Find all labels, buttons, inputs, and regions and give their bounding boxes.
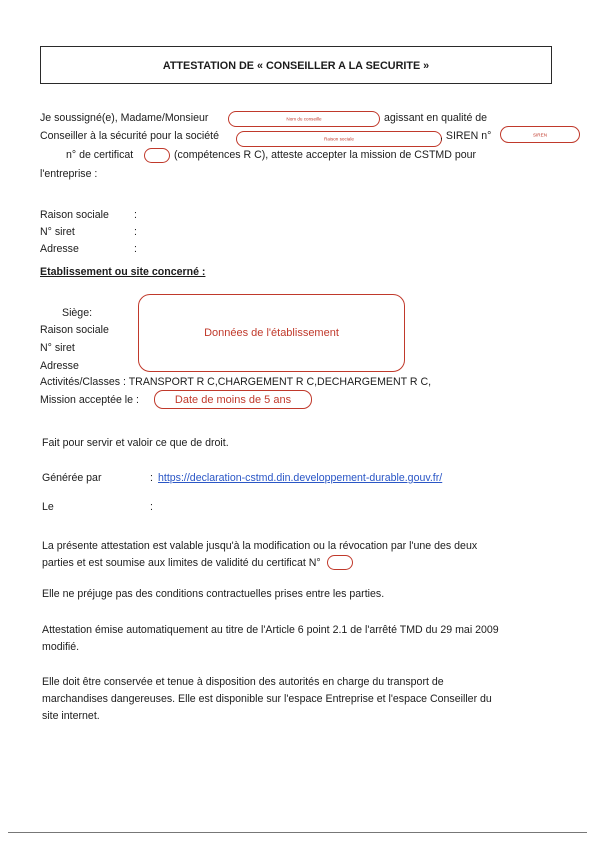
article-line-2: modifié.	[42, 641, 80, 653]
etablissement-data-field[interactable]	[138, 294, 405, 372]
conseiller-name-field[interactable]	[228, 111, 380, 127]
certificate-number-field[interactable]	[144, 148, 170, 163]
generee-url-link[interactable]: https://declaration-cstmd.din.developpement-durable.gouv.fr/	[158, 472, 443, 484]
certificate-validity-field[interactable]	[327, 555, 353, 570]
intro-line-3b: (compétences R C), atteste accepter la mission de CSTMD pour	[174, 149, 477, 161]
conservation-line-2: marchandises dangereuses. Elle est disponible sur l'espace Entreprise et l'espace Conseiller du	[42, 693, 492, 705]
entreprise-adresse-colon: :	[134, 243, 137, 255]
siren-field[interactable]	[500, 126, 580, 143]
validity-line-2: parties et est soumise aux limites de validité du certificat N°	[42, 557, 321, 569]
raison-sociale-field[interactable]	[236, 131, 442, 147]
title-box	[40, 46, 552, 84]
footer-divider	[8, 832, 587, 833]
prejuge-line: Elle ne préjuge pas des conditions contractuelles prises entre les parties.	[42, 588, 385, 600]
le-label: Le	[42, 501, 54, 513]
etablissement-heading: Etablissement ou site concerné :	[40, 266, 206, 278]
intro-line-2a: Conseiller à la sécurité pour la société	[40, 130, 220, 142]
etab-adresse-label: Adresse	[40, 360, 79, 372]
document-title: ATTESTATION DE « CONSEILLER A LA SECURITE »	[162, 60, 430, 72]
article-line-1: Attestation émise automatiquement au titre de l'Article 6 point 2.1 de l'arrêté TMD du 29 mai 2009	[42, 624, 499, 636]
mission-date-placeholder: Date de moins de 5 ans	[174, 393, 292, 406]
validity-line-1: La présente attestation est valable jusqu'à la modification ou la révocation par l'une des deux	[42, 540, 478, 552]
entreprise-siret-colon: :	[134, 226, 137, 238]
generee-colon: :	[150, 472, 153, 484]
entreprise-raison-colon: :	[134, 209, 137, 221]
entreprise-siret-label: N° siret	[40, 226, 75, 238]
entreprise-adresse-label: Adresse	[40, 243, 79, 255]
fait-line: Fait pour servir et valoir ce que de droit.	[42, 437, 229, 449]
conservation-line-1: Elle doit être conservée et tenue à disposition des autorités en charge du transport de	[42, 676, 444, 688]
mission-label: Mission acceptée le :	[40, 394, 139, 406]
mission-date-field[interactable]	[154, 390, 312, 409]
etablissement-data-placeholder: Données de l'établissement	[204, 327, 339, 339]
conservation-line-3: site internet.	[42, 710, 100, 722]
raison-sociale-placeholder: Raison sociale	[324, 136, 354, 142]
etab-raison-label: Raison sociale	[40, 324, 109, 336]
siege-label: Siège:	[62, 307, 93, 319]
activites-line: Activités/Classes : TRANSPORT R C,CHARGEMENT R C,DECHARGEMENT R C,	[40, 376, 432, 388]
etab-siret-label: N° siret	[40, 342, 75, 354]
intro-line-2b: , SIREN n°	[440, 130, 492, 142]
generee-label: Générée par	[42, 472, 102, 484]
conseiller-name-placeholder: Nom du conseille	[286, 116, 322, 122]
intro-line-1b: agissant en qualité de	[384, 112, 488, 124]
intro-line-3a: n° de certificat	[66, 149, 134, 161]
entreprise-raison-label: Raison sociale	[40, 209, 109, 221]
intro-line-1a: Je soussigné(e), Madame/Monsieur	[40, 112, 209, 124]
intro-line-4: l'entreprise :	[40, 168, 98, 180]
siren-placeholder: SIREN	[532, 132, 548, 137]
le-colon: :	[150, 501, 153, 513]
